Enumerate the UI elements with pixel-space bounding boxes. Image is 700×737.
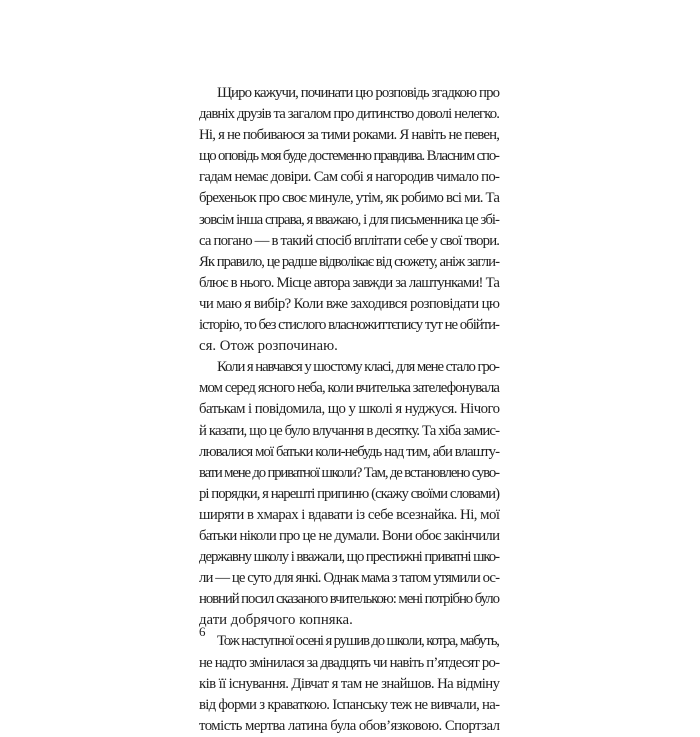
text-line: вати мене до приватної школи? Там, де встановлено суво- [199,464,499,481]
text-line: рі порядки, я нарешті припиню (скажу своїми словами) [199,485,500,502]
text-line: ширяти в хмарах і вдавати із себе всезнайка. Ні, мої [199,506,500,523]
text-line: Коли я навчався у шостому класі, для мене стало гро- [217,359,499,376]
text-line: Ні, я не побиваюся за тими роками. Я навіть не певен, [199,127,500,144]
text-line: брехеньок про своє минуле, утім, як робимо всі ми. Та [199,190,500,207]
text-line: ся. Отож розпочинаю. [199,338,338,355]
text-line: ли — це суто для янкі. Однак мама з татом утямили ос- [199,570,500,587]
text-line: історію, то без стислого власножиттєпису тут не обійти- [199,317,499,334]
text-line: ків її існування. Дівчат я там не знайшов. На відміну [199,675,500,692]
text-line: й казати, що це було влучання в десятку. Та хіба замис- [199,422,500,439]
text-line: дати добрячого копняка. [199,612,353,629]
text-line: що оповідь моя буде достеменно правдива. Власним спо- [199,148,499,165]
text-line: Щиро кажучи, починати цю розповідь згадкою про [217,85,500,101]
text-line: державну школу і вважали, що престижні приватні шко- [199,549,499,566]
text-line: блює в нього. Місце автора завжди за лаштунками! Та [199,274,500,291]
text-line: са погано — в такий спосіб вплітати себе у свої твори. [199,232,500,249]
text-line: батьки ніколи про це не думали. Вони обоє закінчили [199,527,500,544]
body-text [199,83,500,737]
text-line: новний посил сказаного вчителькою: мені потрібно було [199,591,499,608]
text-line: Тож наступної осені я рушив до школи, котра, мабуть, [217,633,499,650]
text-line: мом серед ясного неба, коли вчителька зателефонувала [199,380,500,397]
text-line: чи маю я вибір? Коли вже заходився розповідати цю [199,295,500,312]
text-line: гадам немає довіри. Сам собі я нагородив чимало по- [199,169,500,186]
text-line: від форми з краваткою. Іспанську теж не вивчали, на- [199,696,500,713]
page-number: 6 [199,624,206,639]
text-line: томість мертва латина була обов’язковою. Спортзал [199,717,500,734]
text-line: зовсім інша справа, я вважаю, і для письменника це збі- [199,211,500,228]
text-line: не надто змінилася за двадцять чи навіть п’ятдесят ро- [199,654,500,671]
text-line: лювалися мої батьки коли-небудь над тим, аби влашту- [199,443,500,460]
text-line: давніх друзів та загалом про дитинство доволі нелегко. [199,106,500,123]
text-line: Як правило, це радше відволікає від сюжету, аніж загли- [199,253,499,270]
text-line: батькам і повідомила, що у школі я нуджуся. Нічого [199,401,500,418]
